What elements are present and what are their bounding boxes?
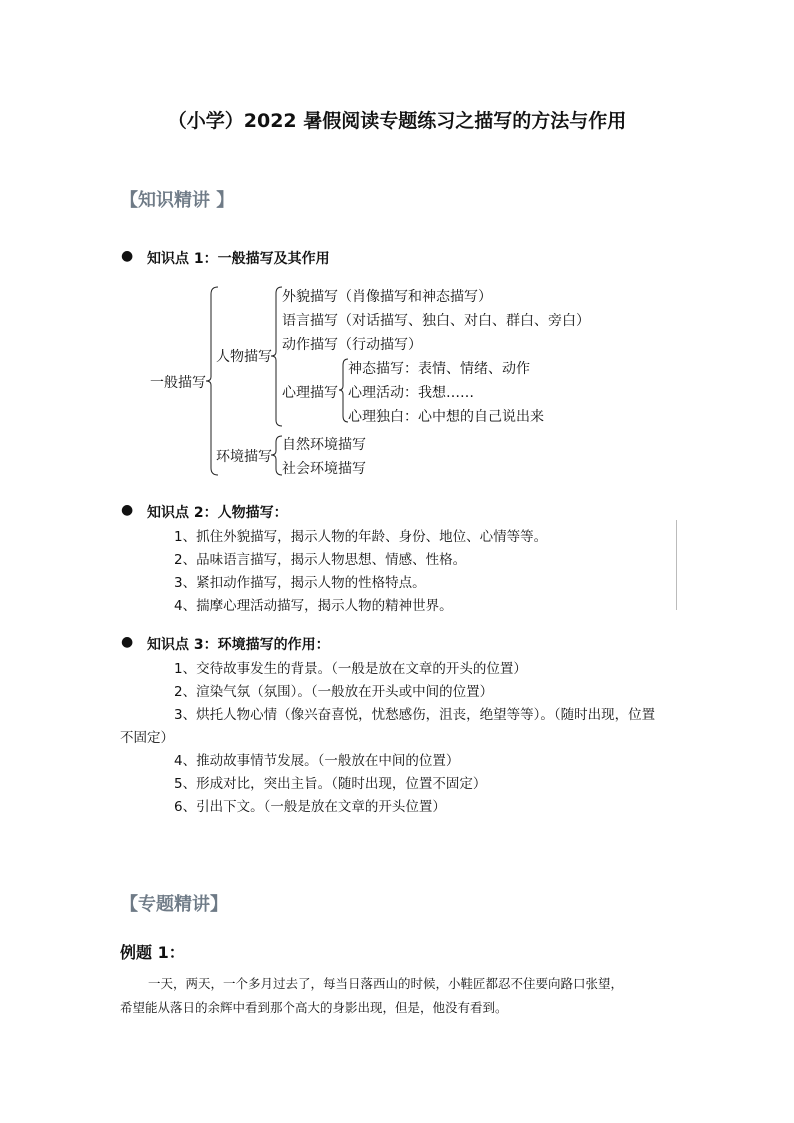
section-heading-knowledge: 【知识精讲 】 [120,190,235,211]
example-paragraph-line: 希望能从落日的余辉中看到那个高大的身影出现，但是，他没有看到。 [120,1000,508,1015]
person-bracket [271,287,282,426]
tree-mind-item: 神态描写：表情、情绪、动作 [348,361,530,377]
tree-person-label: 人物描写 [216,349,272,365]
section-heading-topic: 【专题精讲】 [120,894,228,915]
tree-environment-label: 环境描写 [216,449,272,465]
tree-language-item: 语言描写（对话描写、独白、对白、群白、旁白） [282,313,590,329]
kp3-list-item: 3、烘托人物心情（像兴奋喜悦，忧愁感伤，沮丧，绝望等等）。（随时出现，位置 [174,707,656,723]
bullet-icon: ● [121,502,134,518]
kp2-list-item: 1、抓住外貌描写，揭示人物的年龄、身份、地位、心情等等。 [174,529,548,545]
tree-environment-item: 社会环境描写 [282,461,366,477]
tree-mind-item: 心理活动：我想…… [348,385,474,401]
environment-bracket [271,436,282,475]
knowledge-point-2-heading: 知识点 2：人物描写： [147,505,288,521]
kp3-list-item: 1、交待故事发生的背景。（一般是放在文章的开头的位置） [174,661,527,677]
kp2-list-item: 2、品味语言描写，揭示人物思想、情感、性格。 [174,552,467,568]
tree-appearance-item: 外貌描写（肖像描写和神态描写） [282,289,492,305]
margin-rule [676,520,677,610]
knowledge-point-1-heading: 知识点 1：一般描写及其作用 [147,251,330,267]
kp2-list-item: 4、揣摩心理活动描写，揭示人物的精神世界。 [174,598,453,614]
page-title: （小学）2022 暑假阅读专题练习之描写的方法与作用 [167,110,627,132]
tree-mind-label: 心理描写 [282,385,338,401]
kp2-list-item: 3、紧扣动作描写，揭示人物的性格特点。 [174,575,426,591]
knowledge-point-3-heading: 知识点 3：环境描写的作用： [147,637,330,653]
kp3-list-item-continuation: 不固定） [120,730,174,746]
mind-bracket [339,359,348,422]
kp3-list-item: 2、渲染气氛（氛围）。（一般放在开头或中间的位置） [174,684,494,700]
example-label: 例题 1： [120,943,185,962]
kp3-list-item: 6、引出下文。（一般是放在文章的开头位置） [174,799,446,815]
tree-action-item: 动作描写（行动描写） [282,337,422,353]
tree-environment-item: 自然环境描写 [282,437,366,453]
example-paragraph-line: 一天，两天，一个多月过去了，每当日落西山的时候，小鞋匠都忍不住要向路口张望， [148,976,624,991]
kp3-list-item: 4、推动故事情节发展。（一般放在中间的位置） [174,753,460,769]
tree-mind-item: 心理独白：心中想的自己说出来 [348,409,544,425]
kp3-list-item: 5、形成对比，突出主旨。（随时出现，位置不固定） [174,776,487,792]
bullet-icon: ● [121,248,134,264]
bullet-icon: ● [121,634,134,650]
tree-root-label: 一般描写 [150,375,206,391]
